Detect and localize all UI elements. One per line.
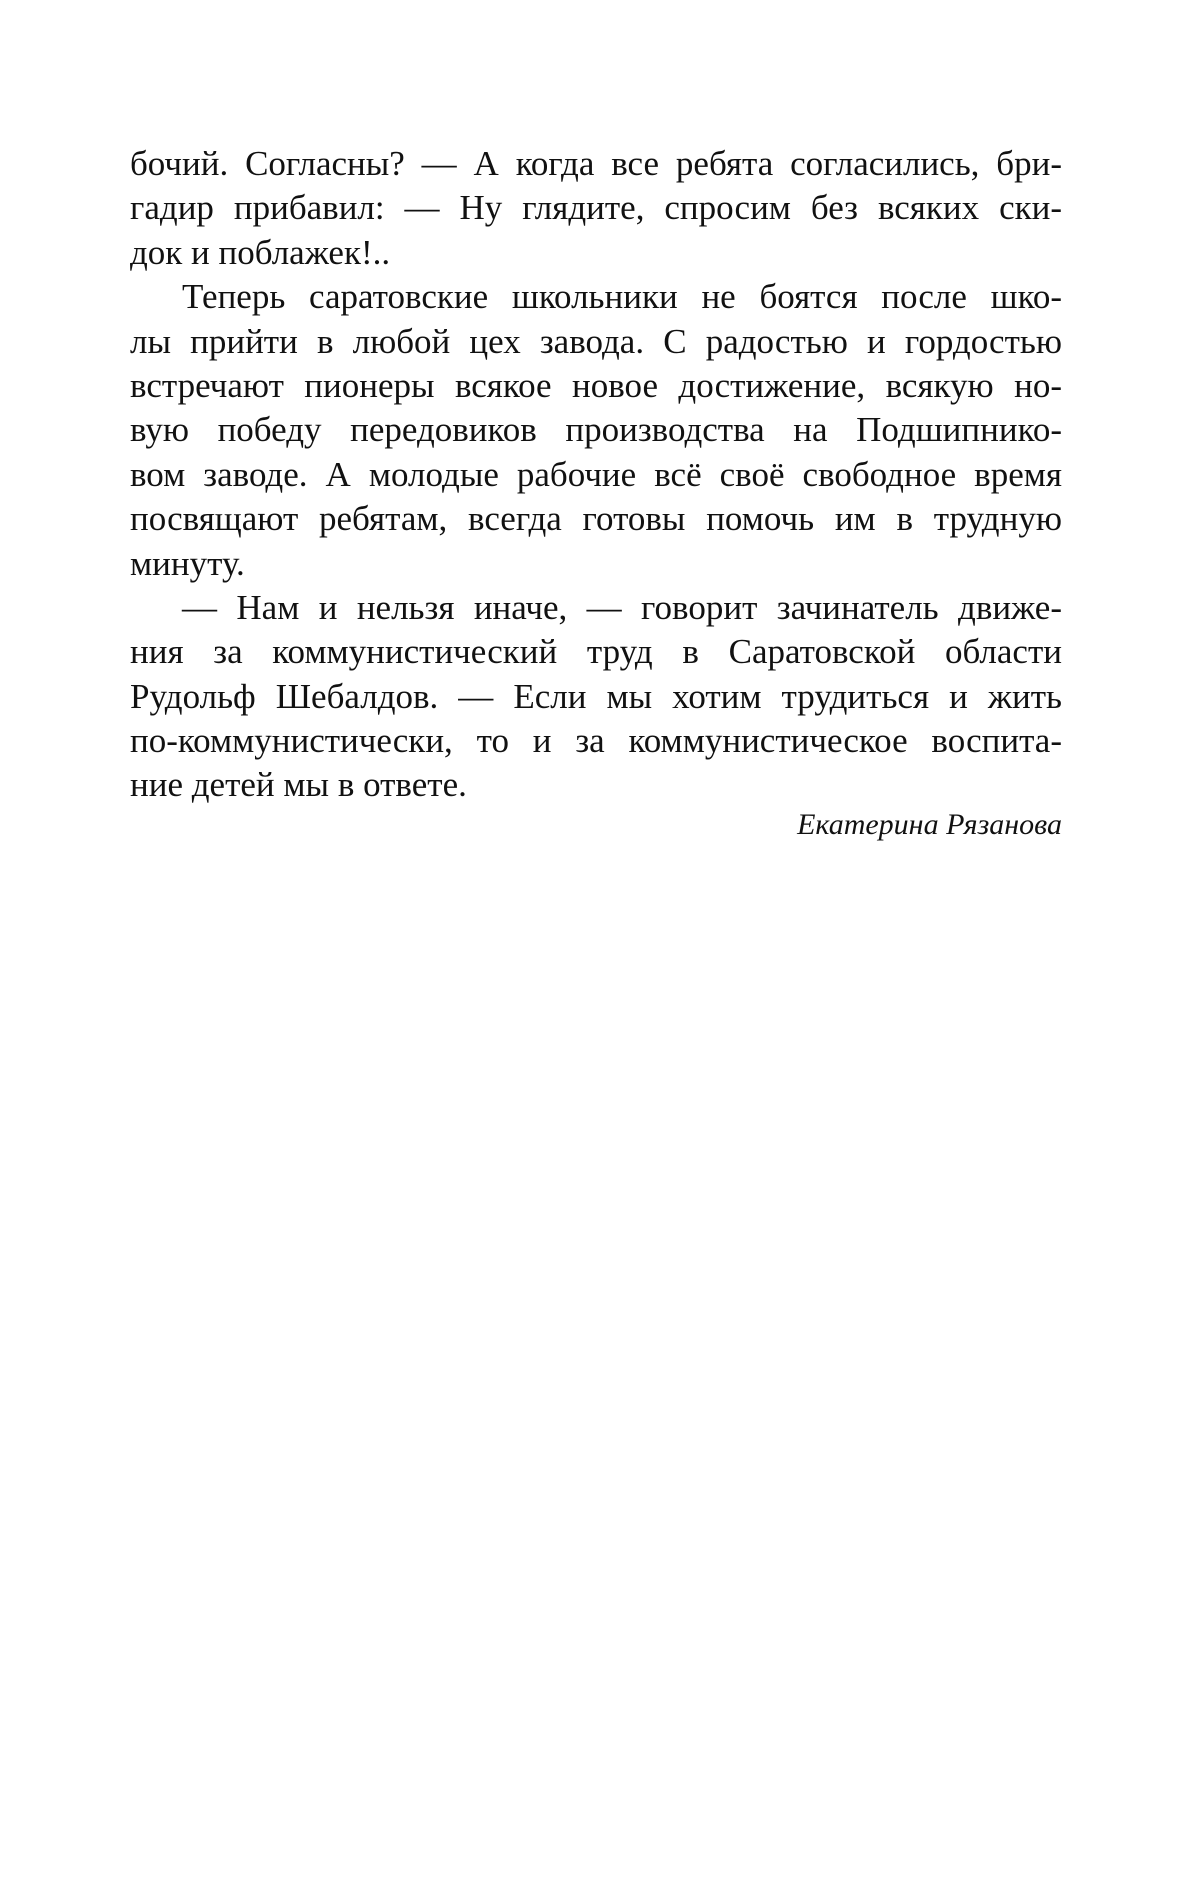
paragraph-2 — [130, 275, 1062, 586]
author-signature: Екатерина Рязанова — [797, 808, 1062, 841]
text-line: минуту. — [130, 543, 245, 583]
text-line: — Нам и нельзя иначе, — говорит зачинатель движе- — [182, 587, 1062, 627]
text-line: гадир прибавил: — Ну глядите, спросим без всяких ски- — [130, 188, 1062, 228]
article-text — [130, 142, 1062, 808]
text-line: Теперь саратовские школьники не боятся после шко- — [182, 277, 1062, 317]
text-line: док и поблажек!.. — [130, 232, 391, 272]
paragraph-3 — [130, 586, 1062, 808]
text-line: встречают пионеры всякое новое достижение, всякую но- — [130, 365, 1062, 405]
text-line: вом заводе. А молодые рабочие всё своё свободное время — [130, 454, 1062, 494]
text-line: Рудольф Шебалдов. — Если мы хотим трудиться и жить — [130, 676, 1062, 716]
text-line: лы прийти в любой цех завода. С радостью и гордостью — [130, 321, 1062, 361]
text-line: по-коммунистически, то и за коммунистическое воспита- — [130, 721, 1062, 761]
paragraph-1 — [130, 142, 1062, 275]
text-line: ние детей мы в ответе. — [130, 765, 467, 805]
text-line: посвящают ребятам, всегда готовы помочь им в трудную — [130, 499, 1062, 539]
text-line: бочий. Согласны? — А когда все ребята согласились, бри- — [130, 144, 1062, 183]
text-line: ния за коммунистический труд в Саратовской области — [130, 632, 1062, 672]
text-line: вую победу передовиков производства на Подшипнико- — [130, 410, 1062, 450]
